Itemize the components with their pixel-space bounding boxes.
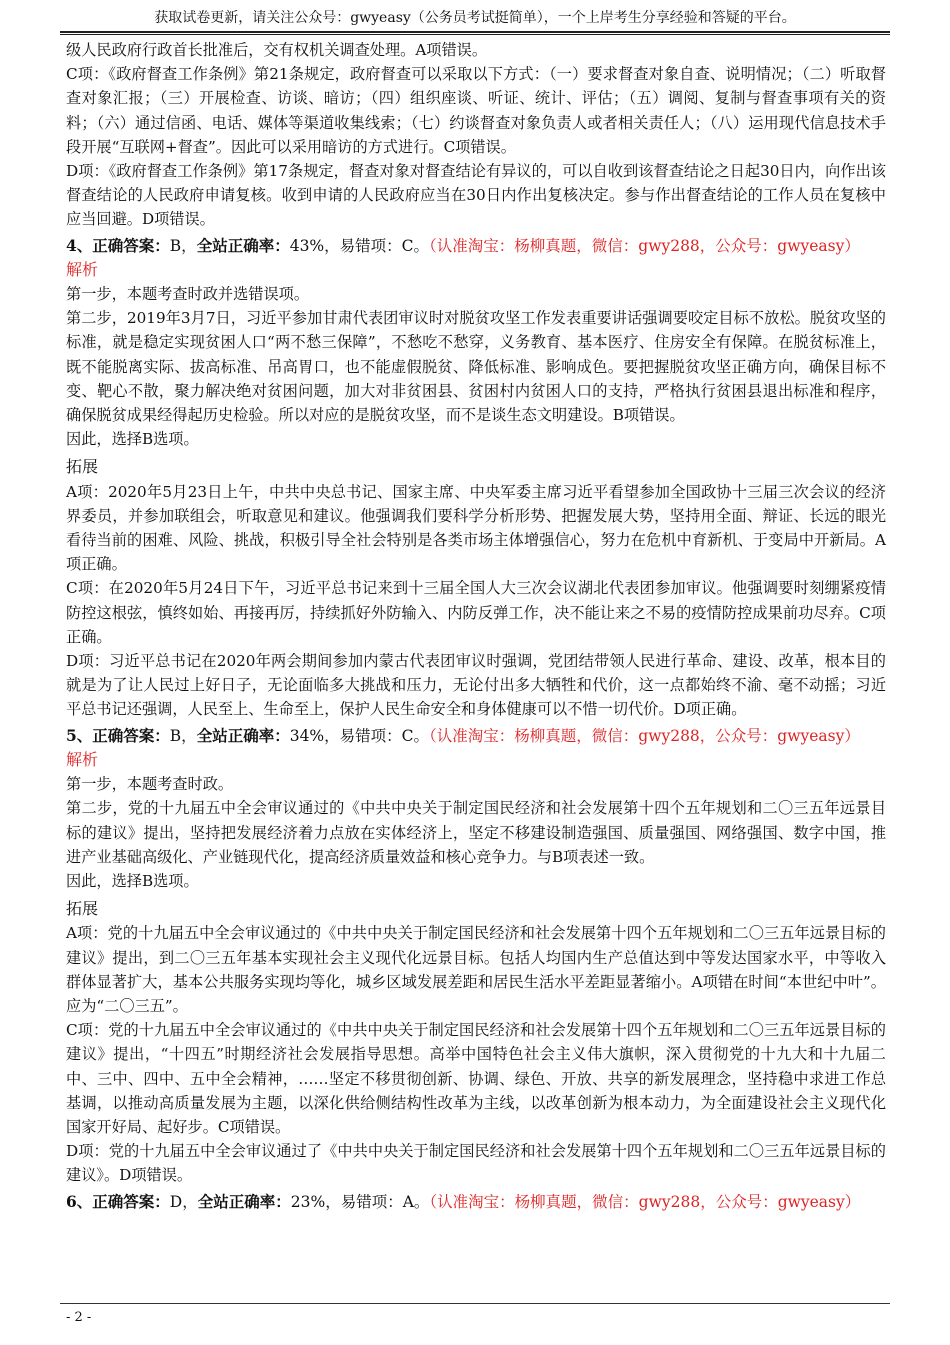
body-paragraph: A项：党的十九届五中全会审议通过的《中共中央关于制定国民经济和社会发展第十四个五年规划和二〇三五年远景目标的建议》提出，到二〇三五年基本实现社会主义现代化远景目标。包括人均国内生产总值达到中等发达国家水平，中等收入群体显著扩大，基本公共服务实现均等化，城乡区域发展差距和居民生活水平差距显著缩小。A项错在时间“本世纪中叶”。应为“二〇三五”。 [66, 924, 886, 1015]
page-header: 获取试卷更新，请关注公众号：gwyeasy（公务员考试挺简单），一个上岸考生分享经验和答疑的平台。 [154, 10, 796, 26]
body-paragraph: C项：《政府督查工作条例》第21条规定，政府督查可以采取以下方式：（一）要求督查对象自查、说明情况；（二）听取督查对象汇报；（三）开展检查、访谈、暗访；（四）组织座谈、听证、统计、评估；（五）调阅、复制与督查事项有关的资料；（六）通过信函、电话、媒体等渠道收集线索；（七）约谈督查对象负责人或者相关责任人；（八）运用现代信息技术手段开展“互联网+督查”。因此可以采用暗访的方式进行。C项错误。 [66, 65, 886, 156]
answer-line [66, 1190, 886, 1214]
answer-value: D， [169, 1192, 198, 1211]
answer-label: 4、正确答案： [66, 235, 170, 255]
body-paragraph: D项：党的十九届五中全会审议通过了《中共中央关于制定国民经济和社会发展第十四个五年规划和二〇三五年远景目标的建议》。D项错误。 [66, 1142, 886, 1185]
body-paragraph: 第二步，2019年3月7日，习近平参加甘肃代表团审议时对脱贫攻坚工作发表重要讲话强调要咬定目标不放松。脱贫攻坚的标准，就是稳定实现贫困人口“两不愁三保障”，不愁吃不愁穿，义务教育、基本医疗、住房安全有保障。在脱贫标准上，既不能脱离实际、拔高标准、吊高胃口，也不能虚假脱贫、降低标准、影响成色。要把握脱贫攻坚正确方向，确保目标不变、靶心不散，聚力解决绝对贫困问题，加大对非贫困县、贫困村内贫困人口的支持，严格执行贫困县退出标准和程序，确保脱贫成果经得起历史检验。所以对应的是脱贫攻坚，而不是谈生态文明建设。B项错误。 [66, 309, 886, 425]
body-paragraph: 因此，选择B选项。 [66, 430, 199, 449]
section-heading-extension: 拓展 [66, 457, 99, 477]
body-paragraph: 第一步，本题考查时政。 [66, 775, 234, 794]
body-paragraph: D项：习近平总书记在2020年两会期间参加内蒙古代表团审议时强调，党团结带领人民进行革命、建设、改革，根本目的就是为了让人民过上好日子，无论面临多大挑战和压力，无论付出多大牺牲和代价，这一点都始终不渝、毫不动摇；习近平总书记还强调，人民至上、生命至上，保护人民生命安全和身体健康可以不惜一切代价。D项正确。 [66, 652, 886, 719]
answer-label: 5、正确答案： [66, 725, 170, 745]
answer-line [66, 724, 886, 748]
answer-label: 6、正确答案： [66, 1191, 170, 1211]
body-paragraph: C项：在2020年5月24日下午，习近平总书记来到十三届全国人大三次会议湖北代表团参加审议。他强调要时刻绷紧疫情防控这根弦，慎终如始、再接再厉，持续抓好外防输入、内防反弹工作，决不能让来之不易的疫情防控成果前功尽弃。C项正确。 [66, 579, 886, 646]
accuracy-value: 43%，易错项：C。 [289, 236, 430, 255]
accuracy-value: 34%，易错项：C。 [289, 726, 430, 745]
footer-divider [60, 1303, 890, 1304]
answer-line [66, 234, 886, 258]
section-heading-analysis: 解析 [66, 749, 99, 769]
body-paragraph: 级人民政府行政首长批准后，交有权机关调查处理。A项错误。 [66, 41, 488, 59]
section-heading-analysis: 解析 [66, 259, 99, 279]
accuracy-label: 全站正确率： [196, 725, 290, 745]
page-number: - 2 - [66, 1310, 92, 1325]
header-divider [60, 31, 890, 33]
body-paragraph: A项：2020年5月23日上午，中共中央总书记、国家主席、中央军委主席习近平看望参加全国政协十三届三次会议的经济界委员，并参加联组会，听取意见和建议。他强调我们要科学分析形势、把握发展大势，坚持用全面、辩证、长远的眼光看待当前的困难、风险、挑战，积极引导全社会特别是各类市场主体增强信心，努力在危机中育新机、于变局中开新局。A项正确。 [66, 482, 886, 574]
answer-value: B， [169, 726, 197, 745]
header-divider-thin [60, 34, 890, 35]
accuracy-value: 23%，易错项：A。 [290, 1192, 430, 1211]
accuracy-label: 全站正确率： [197, 1191, 291, 1211]
promo-text: （认准淘宝：杨柳真题，微信：gwy288，公众号：gwyeasy） [429, 236, 860, 255]
body-paragraph: D项：《政府督查工作条例》第17条规定，督查对象对督查结论有异议的，可以自收到该督查结论之日起30日内，向作出该督查结论的人民政府申请复核。收到申请的人民政府应当在30日内作出复核决定。参与作出督查结论的工作人员在复核中应当回避。D项错误。 [66, 162, 886, 229]
body-paragraph: 第二步，党的十九届五中全会审议通过的《中共中央关于制定国民经济和社会发展第十四个五年规划和二〇三五年远景目标的建议》提出，坚持把发展经济着力点放在实体经济上，坚定不移建设制造强国、质量强国、网络强国、数字中国，推进产业基础高级化、产业链现代化，提高经济质量效益和核心竞争力。与B项表述一致。 [66, 799, 886, 866]
body-paragraph: 因此，选择B选项。 [66, 871, 199, 890]
body-paragraph: C项：党的十九届五中全会审议通过的《中共中央关于制定国民经济和社会发展第十四个五年规划和二〇三五年远景目标的建议》提出，“十四五”时期经济社会发展指导思想。高举中国特色社会主义伟大旗帜，深入贯彻党的十九大和十九届二中、三中、四中、五中全会精神，……坚定不移贯彻创新、协调、绿色、开放、共享的新发展理念，坚持稳中求进工作总基调，以推动高质量发展为主题，以深化供给侧结构性改革为主线，以改革创新为根本动力，为全面建设社会主义现代化国家开好局、起好步。C项错误。 [66, 1021, 886, 1136]
section-heading-extension: 拓展 [66, 899, 99, 919]
promo-text: （认准淘宝：杨柳真题，微信：gwy288，公众号：gwyeasy） [429, 1192, 861, 1211]
accuracy-label: 全站正确率： [196, 235, 290, 255]
answer-value: B， [169, 236, 197, 255]
body-paragraph: 第一步，本题考查时政并选错误项。 [66, 285, 309, 304]
promo-text: （认准淘宝：杨柳真题，微信：gwy288，公众号：gwyeasy） [429, 726, 860, 745]
document-body [66, 38, 886, 1214]
